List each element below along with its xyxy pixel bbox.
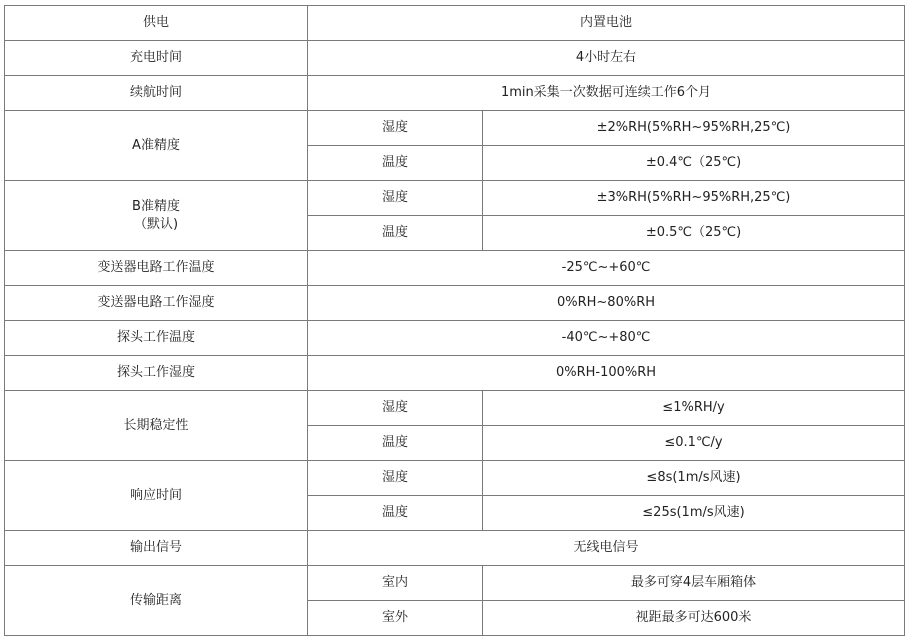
sub-value: ≤0.1℃/y (483, 426, 905, 461)
row-label: 长期稳定性 (5, 391, 308, 461)
row-label (5, 181, 308, 251)
table-row (5, 181, 905, 216)
sub-value: ±0.5℃（25℃) (483, 216, 905, 251)
sub-label: 湿度 (308, 111, 483, 146)
sub-label: 室内 (308, 566, 483, 601)
sub-value: 视距最多可达600米 (483, 601, 905, 636)
sub-label: 温度 (308, 426, 483, 461)
table-row (5, 6, 905, 41)
sub-label: 温度 (308, 216, 483, 251)
sub-value: 最多可穿4层车厢箱体 (483, 566, 905, 601)
table-row (5, 76, 905, 111)
sub-label: 湿度 (308, 181, 483, 216)
row-label: 变送器电路工作温度 (5, 251, 308, 286)
row-label: 充电时间 (5, 41, 308, 76)
sub-label: 湿度 (308, 461, 483, 496)
label-line: （默认) (133, 216, 179, 232)
row-value: -40℃~+80℃ (308, 321, 905, 356)
row-label: A准精度 (5, 111, 308, 181)
row-value: 1min采集一次数据可连续工作6个月 (308, 76, 905, 111)
sub-value: ±2%RH(5%RH~95%RH,25℃) (483, 111, 905, 146)
table-row (5, 321, 905, 356)
sub-value: ±0.4℃（25℃) (483, 146, 905, 181)
row-value: 0%RH-100%RH (308, 356, 905, 391)
table-row (5, 251, 905, 286)
sub-value: ±3%RH(5%RH~95%RH,25℃) (483, 181, 905, 216)
sub-label: 温度 (308, 496, 483, 531)
table-row (5, 111, 905, 146)
spec-table (4, 5, 905, 636)
sub-label: 温度 (308, 146, 483, 181)
sub-value: ≤8s(1m/s风速) (483, 461, 905, 496)
label-line: B准精度 (132, 198, 180, 214)
row-label: 探头工作湿度 (5, 356, 308, 391)
row-label: 探头工作温度 (5, 321, 308, 356)
sub-value: ≤1%RH/y (483, 391, 905, 426)
row-label: 变送器电路工作湿度 (5, 286, 308, 321)
table-row (5, 461, 905, 496)
sub-label: 湿度 (308, 391, 483, 426)
table-row (5, 41, 905, 76)
row-value: 4小时左右 (308, 41, 905, 76)
row-value: 无线电信号 (308, 531, 905, 566)
row-label: 输出信号 (5, 531, 308, 566)
table-row (5, 391, 905, 426)
row-label: 供电 (5, 6, 308, 41)
row-value: 0%RH~80%RH (308, 286, 905, 321)
table-row (5, 286, 905, 321)
table-row (5, 531, 905, 566)
table-row (5, 356, 905, 391)
sub-value: ≤25s(1m/s风速) (483, 496, 905, 531)
row-label: 传输距离 (5, 566, 308, 636)
sub-label: 室外 (308, 601, 483, 636)
row-value: 内置电池 (308, 6, 905, 41)
table-row (5, 566, 905, 601)
row-label: 续航时间 (5, 76, 308, 111)
row-label: 响应时间 (5, 461, 308, 531)
row-value: -25℃~+60℃ (308, 251, 905, 286)
